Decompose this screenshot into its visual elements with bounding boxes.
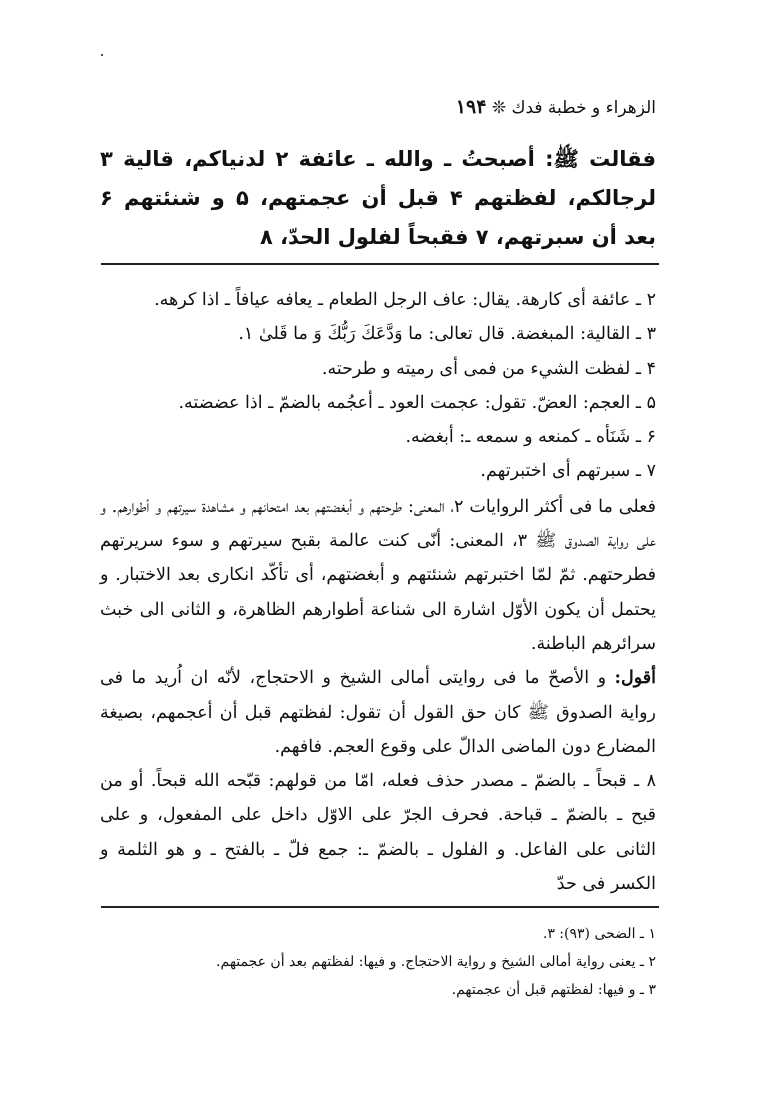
commentary-paragraph [100, 490, 656, 661]
page-number: ۱۹۴ [455, 96, 487, 118]
footnote-item: ۱ ـ الضحى (۹۳): ۳. [542, 926, 656, 942]
paragraph-text: ۸ ـ قبحاً ـ بالضمّ ـ مصدر حذف فعله، امّا من قولهم: قبّحه الله قبحاً. أو من قبح ـ بالضمّ ـ قباحة. فحرف الجرّ على الاوّل داخل على المفعول، و على الثانى على الفاعل. و الفلول ـ بالضمّ ـ: جمع فلّ ـ بالفتح ـ و هو الثلمة و الكسر فى حدّ [100, 771, 656, 895]
note-item: ۷ ـ سبرتهم أى اختبرتهم. [480, 461, 656, 482]
commentary-paragraph [100, 661, 656, 764]
quoted-sermon-text: فقالت ﷺ: أصبحتُ ـ والله ـ عائفة ۲ لدنياكم، قالية ۳ لرجالكم، لفظتهم ۴ قبل أن عجمتهم، ۵ و شنئتهم ۶ بعد أن سبرتهم، ۷ فقبحاً لفلول الحدّ، ۸ [100, 147, 656, 249]
paragraph-lead: أقول: [614, 668, 656, 689]
note-item: ۶ ـ شَنَأه ـ كمنعه و سمعه ـ: أبغضه. [405, 427, 656, 448]
footnote-divider [101, 906, 659, 908]
paragraph-text: و الأصحّ ما فى روايتى أمالى الشيخ و الاحتجاج، لأنّه ان اُريد ما فى رواية الصدوق ﷺ كان حق القول أن تقول: لفظتهم قبل أن أعجمهم، بصيغة المضارع دون الماضى الدالّ على وقوع العجم. فافهم. [100, 668, 656, 757]
note-item: ۴ ـ لفظت الشيء من فمى أى رميته و طرحته. [321, 358, 656, 379]
header-separator: ❊ [491, 98, 507, 118]
paragraph-text: فعلى ما فى أكثر الروايات ۲، المعنى: طرحتهم و أبغضتهم بعد امتحانهم و مشاهدة سيرتهم و أطوارهم. و على رواية الصدوق ﷺ ۳، المعنى: أنّى كنت عالمة بقبح سيرتهم و سوء سريرتهم فطرحتهم. ثمّ لمّا اختبرتهم شنئتهم و أبغضتهم، أى تأكّد انكارى بعد الاختبار. و يحتمل أن يكون الأوّل اشارة الى شناعة أطوارهم الظاهرة، و الثانى الى خبث سرائرهم الباطنة. [100, 496, 656, 654]
note-item: ۵ ـ العجم: العضّ. تقول: عجمت العود ـ أعجُمه بالضمّ ـ اذا عضضته. [178, 392, 656, 413]
note-item: ۳ ـ القالية: المبغضة. قال تعالى: ما وَدَّعَكَ رَبُّكَ وَ ما قَلىٰ ۱. [238, 324, 656, 345]
top-divider [101, 263, 659, 265]
header-title: الزهراء و خطبة فدك [511, 98, 656, 118]
running-header [456, 96, 656, 118]
scan-mark [101, 54, 103, 56]
footnote-item: ۲ ـ يعنى رواية أمالى الشيخ و رواية الاحتجاج. و فيها: لفظتهم بعد أن عجمتهم. [216, 954, 656, 970]
note-item: ۲ ـ عائفة أى كارهة. يقال: عاف الرجل الطعام ـ يعافه عيافاً ـ اذا كرهه. [154, 290, 656, 310]
commentary-section [100, 284, 656, 901]
footnote-item: ۳ ـ و فيها: لفظتهم قبل أن عجمتهم. [451, 982, 656, 998]
footnotes-section [100, 920, 656, 1004]
commentary-paragraph [100, 764, 656, 901]
